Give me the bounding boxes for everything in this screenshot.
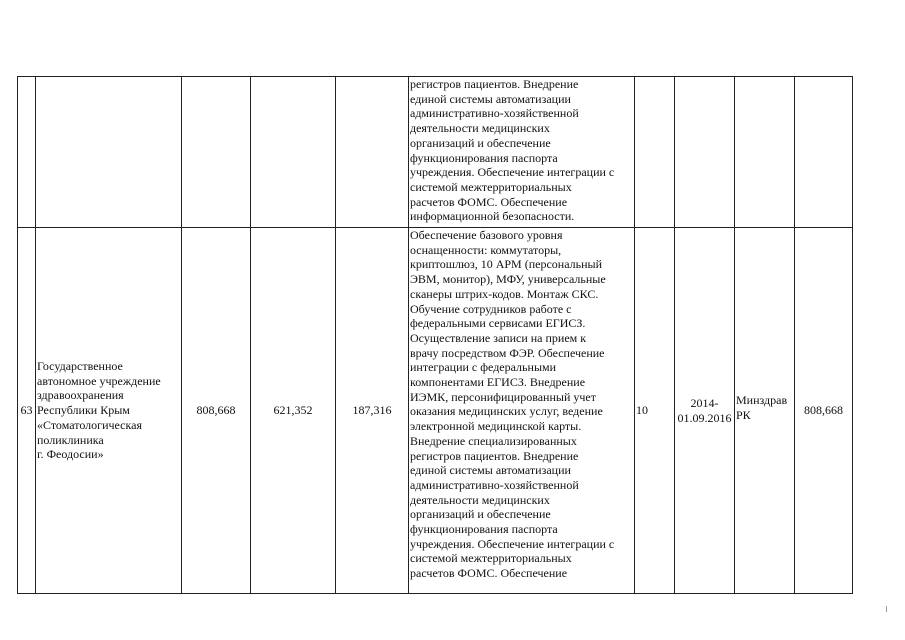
organization-line: здравоохранения bbox=[37, 388, 124, 403]
description-line: оснащенности: коммутаторы, bbox=[410, 242, 562, 257]
regional-funds-cell bbox=[336, 77, 409, 228]
description-line: ЭВМ, монитор), МФУ, универсальные bbox=[410, 272, 606, 287]
description-line: оказания медицинских услуг, ведение bbox=[410, 404, 603, 419]
description-line: электронной медицинской карты. bbox=[410, 419, 582, 434]
organization-line: г. Феодосии» bbox=[37, 447, 104, 462]
description-line: учреждения. Обеспечение интеграции с bbox=[410, 165, 615, 180]
description-line: административно-хозяйственной bbox=[410, 477, 579, 492]
description-line: компонентами ЕГИСЗ. Внедрение bbox=[410, 375, 586, 390]
amount-cell bbox=[795, 77, 853, 228]
description-line: деятельности медицинских bbox=[410, 492, 550, 507]
responsible-region: РК bbox=[736, 407, 751, 422]
federal-funds-cell: 621,352 bbox=[251, 228, 336, 594]
regional-funds-cell: 187,316 bbox=[336, 228, 409, 594]
description-line: информационной безопасности. bbox=[410, 209, 575, 224]
activities-description-cell bbox=[409, 77, 635, 228]
organization-line: автономное учреждение bbox=[37, 373, 161, 388]
organization-cell bbox=[36, 77, 182, 228]
period-cell bbox=[675, 228, 735, 594]
federal-funds-cell bbox=[251, 77, 336, 228]
quantity-cell bbox=[635, 77, 675, 228]
period-cell bbox=[675, 77, 735, 228]
description-line: Обеспечение базового уровня bbox=[410, 228, 563, 242]
description-line: интеграции с федеральными bbox=[410, 360, 557, 375]
description-line: криптошлюз, 10 АРМ (персональный bbox=[410, 257, 602, 272]
responsible-name: Минздрав bbox=[736, 392, 788, 407]
description-line: федеральными сервисами ЕГИСЗ. bbox=[410, 316, 586, 331]
row-number-cell: 63 bbox=[18, 228, 36, 594]
description-line: функционирования паспорта bbox=[410, 522, 558, 537]
description-line: организаций и обеспечение bbox=[410, 135, 551, 150]
description-line: расчетов ФОМС. Обеспечение bbox=[410, 566, 568, 581]
description-line: регистров пациентов. Внедрение bbox=[410, 448, 579, 463]
organization-line: поликлиника bbox=[37, 432, 104, 447]
description-line: Обучение сотрудников работе с bbox=[410, 301, 572, 316]
description-line: расчетов ФОМС. Обеспечение bbox=[410, 194, 568, 209]
description-line: функционирования паспорта bbox=[410, 150, 558, 165]
total-cost-cell: 808,668 bbox=[182, 228, 251, 594]
description-line: Осуществление записи на прием к bbox=[410, 330, 587, 345]
responsible-cell bbox=[735, 228, 795, 594]
activities-description-cell bbox=[409, 228, 635, 594]
description-line: единой системы автоматизации bbox=[410, 91, 571, 106]
description-line: единой системы автоматизации bbox=[410, 463, 571, 478]
period-end: 01.09.2016 bbox=[677, 410, 732, 425]
page-edge-mark bbox=[886, 606, 887, 612]
description-line: организаций и обеспечение bbox=[410, 507, 551, 522]
amount-cell: 808,668 bbox=[795, 228, 853, 594]
description-line: Внедрение специализированных bbox=[410, 433, 577, 448]
organization-line: Республики Крым bbox=[37, 403, 130, 418]
description-line: административно-хозяйственной bbox=[410, 106, 579, 121]
description-line: врачу посредством ФЭР. Обеспечение bbox=[410, 345, 605, 360]
total-cost-cell bbox=[182, 77, 251, 228]
description-line: сканеры штрих-кодов. Монтаж СКС. bbox=[410, 286, 599, 301]
row-number-cell bbox=[18, 77, 36, 228]
organization-line: Государственное bbox=[37, 359, 123, 374]
description-line: учреждения. Обеспечение интеграции с bbox=[410, 536, 615, 551]
organization-cell bbox=[36, 228, 182, 594]
table-row bbox=[18, 77, 853, 228]
description-line: системой межтерриториальных bbox=[410, 179, 572, 194]
funding-table bbox=[17, 76, 853, 594]
organization-line: «Стоматологическая bbox=[37, 417, 142, 432]
description-line: деятельности медицинских bbox=[410, 121, 550, 136]
description-line: регистров пациентов. Внедрение bbox=[410, 77, 579, 91]
description-line: системой межтерриториальных bbox=[410, 551, 572, 566]
period-start: 2014- bbox=[690, 395, 719, 410]
table-row bbox=[18, 228, 853, 594]
description-line: ИЭМК, персонифицированный учет bbox=[410, 389, 596, 404]
responsible-cell bbox=[735, 77, 795, 228]
quantity-cell: 10 bbox=[635, 228, 675, 594]
